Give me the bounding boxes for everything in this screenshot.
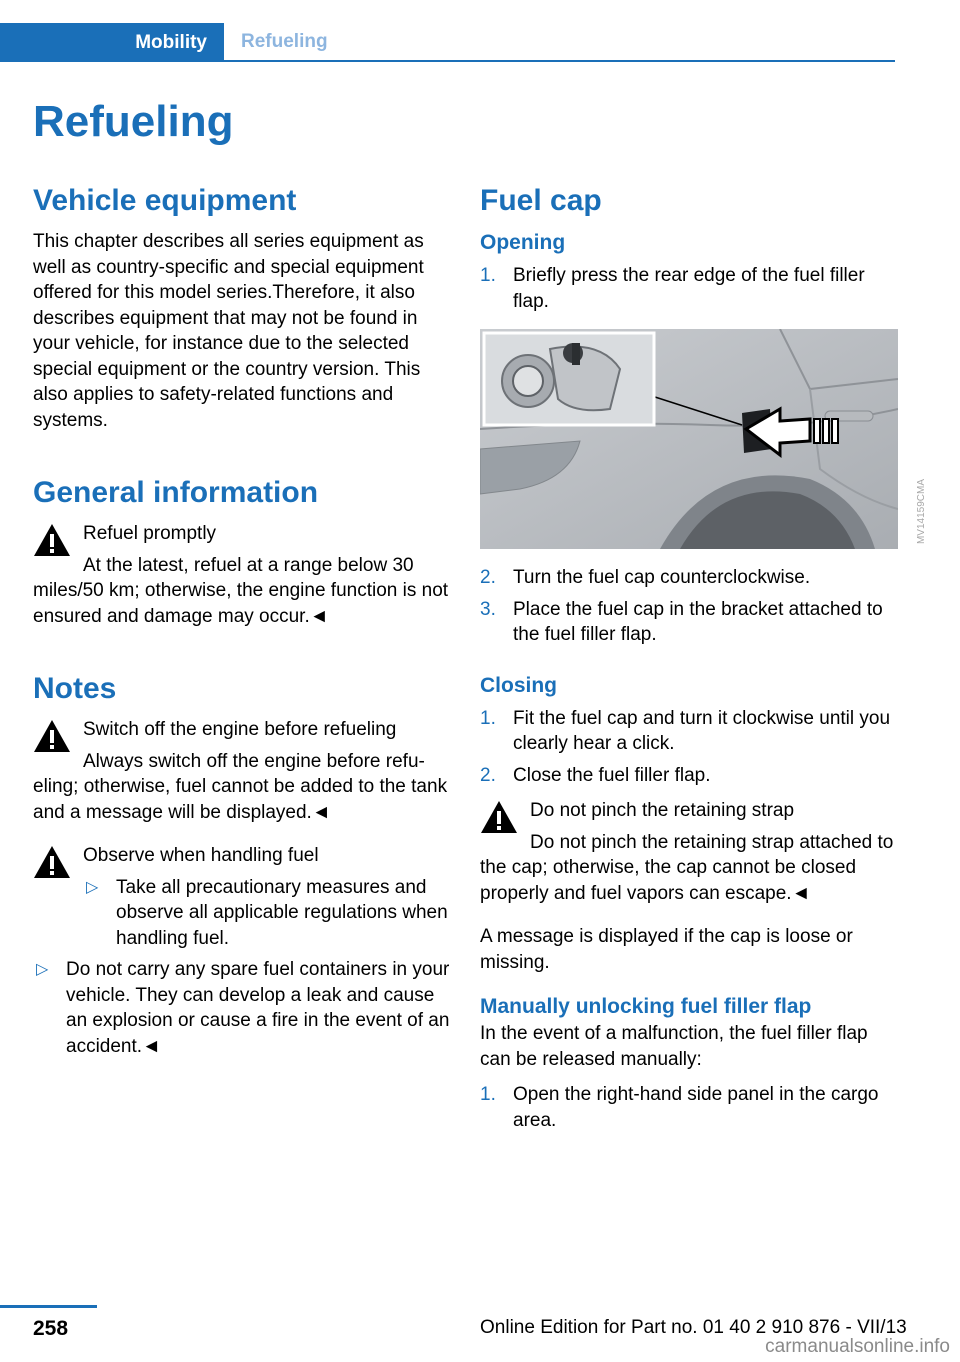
image-code: MV14159CMA [916,479,927,545]
list-item: 1. Fit the fuel cap and turn it clockwise until you clearly hear a click. [480,707,891,754]
tab-refueling[interactable]: Refueling [241,30,328,52]
right-column [480,181,927,1139]
closing-steps [480,706,898,789]
triangle-bullet-icon: ▷ [86,878,99,896]
fuel-handling-list-2 [33,957,451,1059]
car-illustration [480,329,898,549]
left-column [33,181,451,1065]
page-title: Refueling [33,97,234,146]
fuel-filler-flap-illustration [480,329,927,549]
warning-icon [33,523,71,557]
heading-notes: Notes [33,672,117,705]
warning-retaining-strap [480,798,898,906]
warning-icon [33,845,71,879]
list-item: 1. Open the right-hand side panel in the cargo area. [480,1084,879,1131]
edition-note: Online Edition for Part no. 01 40 2 910 876 - VII/13 [480,1317,907,1338]
heading-opening: Opening [480,231,566,254]
opening-steps [480,263,898,314]
list-item: ▷ Do not carry any spare fuel containers in your vehicle. They can develop a leak and cause an explosion or cause a fire in the event of an accident.◄ [36,959,450,1057]
heading-general-information: General information [33,476,319,509]
list-item: ▷ Take all precautionary measures and observe all applicable regulations when handling fuel. [86,876,448,949]
cap-message-text: A message is displayed if the cap is loose or missing. [480,926,853,973]
header-bar [0,23,895,63]
watermark: carmanualsonline.info [765,1336,950,1357]
list-item: 3. Place the fuel cap in the bracket attached to the fuel filler flap. [480,598,883,645]
list-item: 2. Turn the fuel cap counterclockwise. [480,567,811,588]
warning-text: Always switch off the engine before refueling; otherwise, fuel cannot be added to the tank and a message will be displayed.◄ [33,750,448,823]
warning-text: Do not pinch the retaining strap attached to the cap; otherwise, the cap cannot be closed properly and fuel vapors can escape.◄ [480,831,894,904]
heading-closing: Closing [480,673,557,697]
warning-icon [480,800,518,834]
warning-title: Switch off the engine before refueling [83,719,397,740]
warning-title: Refuel promptly [83,523,217,544]
warning-handling-fuel [33,843,451,951]
footer-rule [0,1305,97,1308]
opening-steps-cont [480,565,898,648]
heading-vehicle-equipment: Vehicle equipment [33,184,297,217]
tab-mobility[interactable]: Mobility [0,23,224,62]
manual-unlock-steps [480,1082,898,1133]
heading-fuel-cap: Fuel cap [480,184,602,217]
manual-unlock-intro: In the event of a malfunction, the fuel filler flap can be released manually: [480,1023,868,1070]
list-item: 2. Close the fuel filler flap. [480,764,711,786]
warning-title: Do not pinch the retaining strap [530,800,795,821]
warning-refuel-promptly [33,521,451,629]
warning-text: At the latest, refuel at a range below 30 miles/50 km; otherwise, the engine function is not ensured and damage may occur.◄ [33,554,449,627]
heading-manual-unlock: Manually unlocking fuel filler flap [480,995,812,1018]
warning-icon [33,719,71,753]
warning-title: Observe when handling fuel [83,845,319,866]
list-item: 1. Briefly press the rear edge of the fuel filler flap. [480,265,865,312]
fuel-handling-list [33,875,451,952]
vehicle-equipment-text: This chapter describes all series equipment as well as country-specific and special equipment offered for this model series.Therefore, it also describes equipment that may not be found in your vehicle, for instance due to the selected special equipment or the country version. This also applies to safety-related functions and systems. [33,231,424,431]
warning-switch-off-engine [33,717,451,825]
triangle-bullet-icon: ▷ [36,961,49,978]
page-number: 258 [33,1317,69,1340]
